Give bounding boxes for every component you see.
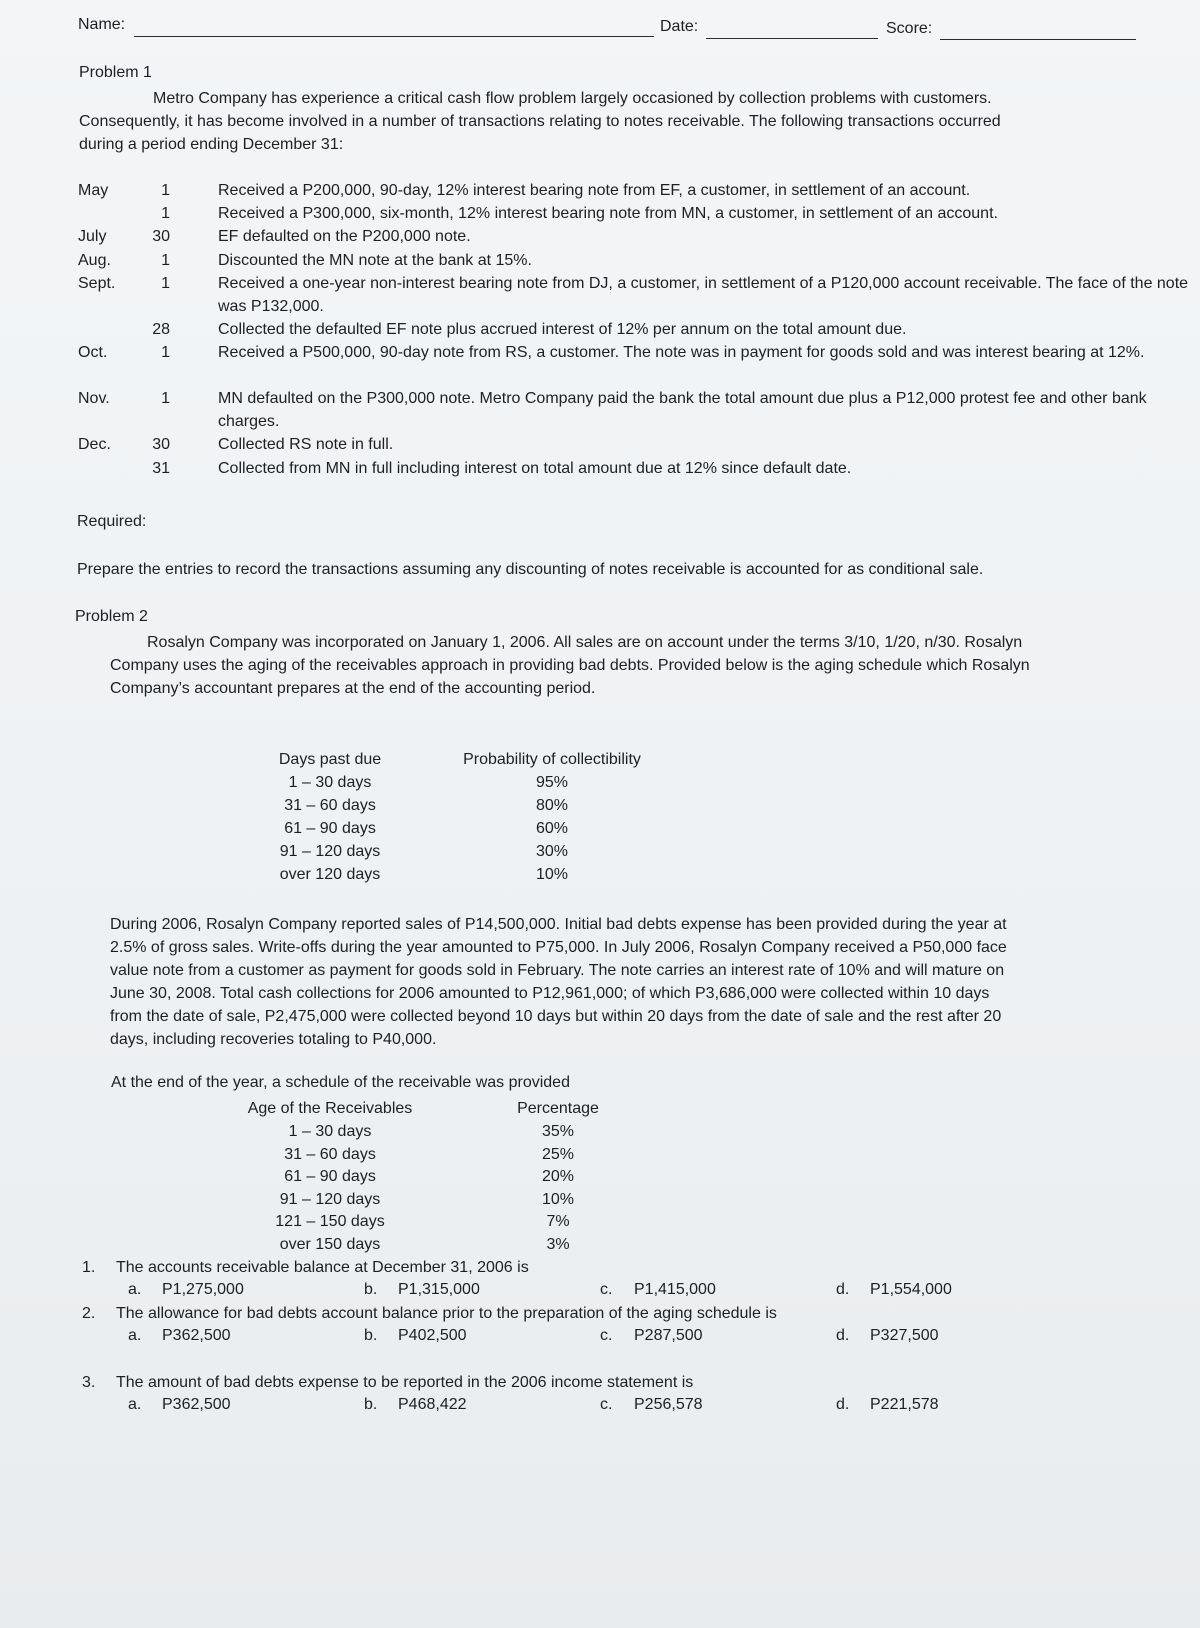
answer-option [600, 1394, 703, 1416]
question-text: The amount of bad debts expense to be reported in the 2006 income statement is [116, 1374, 694, 1391]
transaction-day: 28 [152, 321, 170, 338]
question-stem [82, 1371, 693, 1394]
transaction-day: 1 [161, 390, 170, 407]
problem2-intro-line2: Company uses the aging of the receivables approach in providing bad debts. Provided below is the aging schedule which Rosalyn [110, 657, 1030, 674]
problem2-intro-line3: Company’s accountant prepares at the end of the accounting period. [110, 680, 596, 697]
narrative-line: During 2006, Rosalyn Company reported sales of P14,500,000. Initial bad debts expense has been provided during the year at [110, 916, 1007, 933]
problem2-title: Problem 2 [75, 608, 148, 625]
answer-option-letter: d. [836, 1396, 850, 1413]
schedule-pct-cell: 35% [541, 1123, 575, 1140]
answer-option-value: P402,500 [398, 1327, 467, 1344]
score-field-line [940, 39, 1136, 40]
answer-option [364, 1279, 480, 1301]
aging-prob-cell: 95% [535, 774, 569, 791]
question-text: The allowance for bad debts account balance prior to the preparation of the aging schedule is [116, 1305, 777, 1322]
transaction-month: May [78, 182, 109, 199]
answer-option-letter: a. [128, 1327, 142, 1344]
answer-option [600, 1279, 716, 1301]
question-number: 3. [82, 1374, 96, 1391]
schedule-age-cell: over 150 days [279, 1235, 381, 1253]
problem1-intro-line3: during a period ending December 31: [79, 136, 344, 153]
schedule-pct-cell: 3% [546, 1235, 570, 1253]
problem1-intro [79, 87, 1159, 156]
transaction-month: Sept. [78, 275, 116, 292]
answer-option [128, 1394, 231, 1416]
aging-days-cell: over 120 days [279, 866, 381, 883]
answer-option-letter: d. [836, 1327, 850, 1344]
answer-option-letter: c. [600, 1396, 613, 1413]
answer-option-letter: d. [836, 1281, 850, 1298]
answer-option-value: P362,500 [162, 1396, 231, 1413]
transaction-day: 1 [161, 344, 170, 361]
required-text: Prepare the entries to record the transactions assuming any discounting of notes receivable is accounted for as conditional sale. [77, 561, 984, 578]
aging-col-days-header: Days past due [278, 751, 382, 768]
aging-col-prob-header: Probability of collectibility [463, 751, 641, 768]
transaction-text: Received a one-year non-interest bearing note from DJ, a customer, in settlement of a P120,000 account receivable. The face of the note was P132,000. [218, 275, 1189, 315]
schedule-age-cell: 61 – 90 days [284, 1168, 376, 1185]
answer-option-value: P221,578 [870, 1396, 939, 1413]
question-number: 2. [82, 1305, 96, 1322]
narrative-line: value note from a customer as payment for goods sold in February. The note carries an interest rate of 10% and will mature on [110, 962, 1005, 979]
answer-option-letter: b. [364, 1327, 378, 1344]
answer-option [600, 1325, 703, 1347]
narrative-line: from the date of sale, P2,475,000 were collected beyond 10 days but within 20 days from the date of sale and the rest after 20 [110, 1008, 1002, 1025]
aging-days-cell: 31 – 60 days [284, 797, 376, 814]
answer-option-value: P1,275,000 [162, 1281, 244, 1298]
answer-option-letter: c. [600, 1281, 613, 1298]
problem1-intro-line2: Consequently, it has become involved in a number of transactions relating to notes receivable. The following transactions occurred [79, 113, 1001, 130]
transaction-day: 1 [161, 252, 170, 269]
transaction-text: Received a P300,000, six-month, 12% interest bearing note from MN, a customer, in settlement of an account. [218, 205, 998, 222]
answer-option-value: P1,554,000 [870, 1281, 952, 1298]
schedule-age-cell: 121 – 150 days [275, 1213, 385, 1230]
schedule-intro: At the end of the year, a schedule of the receivable was provided [111, 1074, 570, 1091]
answer-option-value: P1,315,000 [398, 1281, 480, 1298]
answer-option [836, 1325, 939, 1347]
required-label: Required: [77, 513, 147, 530]
answer-option-letter: a. [128, 1281, 142, 1298]
transaction-day: 30 [152, 228, 170, 245]
answer-option [364, 1394, 467, 1416]
transaction-day: 30 [152, 436, 170, 453]
aging-prob-cell: 80% [535, 797, 569, 814]
transaction-month: July [78, 228, 107, 245]
schedule-col-pct-header: Percentage [517, 1100, 599, 1117]
aging-prob-cell: 10% [535, 866, 569, 883]
transaction-month: Nov. [78, 390, 110, 407]
narrative-line: days, including recoveries totaling to P40,000. [110, 1031, 437, 1048]
answer-option-letter: a. [128, 1396, 142, 1413]
question-stem [82, 1302, 777, 1325]
transaction-text: EF defaulted on the P200,000 note. [218, 228, 471, 245]
answer-option [128, 1325, 231, 1347]
transaction-text: Collected RS note in full. [218, 436, 394, 453]
aging-days-cell: 91 – 120 days [279, 843, 381, 860]
problem1-intro-line1: Metro Company has experience a critical cash flow problem largely occasioned by collection problems with customers. [153, 90, 992, 107]
problem2-narrative [110, 913, 1170, 1051]
transaction-month: Dec. [78, 436, 111, 453]
transaction-day: 1 [161, 182, 170, 199]
answer-option-value: P256,578 [634, 1396, 703, 1413]
schedule-pct-cell: 20% [541, 1168, 575, 1185]
transaction-text: Collected from MN in full including interest on total amount due at 12% since default date. [218, 460, 852, 477]
aging-prob-cell: 60% [535, 820, 569, 837]
answer-option [364, 1325, 467, 1347]
aging-days-cell: 1 – 30 days [288, 774, 372, 791]
question-stem [82, 1256, 529, 1279]
narrative-line: 2.5% of gross sales. Write-offs during the year amounted to P75,000. In July 2006, Rosalyn Company received a P50,000 face [110, 939, 1007, 956]
name-field-line [134, 36, 654, 37]
transaction-month: Aug. [78, 252, 111, 269]
transaction-month: Oct. [78, 344, 108, 361]
answer-option-value: P327,500 [870, 1327, 939, 1344]
schedule-age-cell: 91 – 120 days [279, 1190, 381, 1208]
narrative-line: June 30, 2008. Total cash collections for 2006 amounted to P12,961,000; of which P3,686,000 were collected within 10 days [110, 985, 990, 1002]
date-label: Date: [660, 18, 699, 35]
schedule-pct-cell: 10% [541, 1190, 575, 1208]
aging-days-cell: 61 – 90 days [284, 820, 376, 837]
answer-option-letter: c. [600, 1327, 613, 1344]
schedule-pct-cell: 7% [546, 1213, 570, 1230]
transaction-text: MN defaulted on the P300,000 note. Metro Company paid the bank the total amount due plus a P12,000 protest fee and other bank charges. [218, 390, 1147, 430]
answer-option-value: P362,500 [162, 1327, 231, 1344]
transaction-text: Collected the defaulted EF note plus accrued interest of 12% per annum on the total amount due. [218, 321, 907, 338]
question-text: The accounts receivable balance at December 31, 2006 is [116, 1259, 529, 1276]
schedule-pct-cell: 25% [541, 1145, 575, 1163]
transaction-day: 1 [161, 205, 170, 222]
answer-option-letter: b. [364, 1396, 378, 1413]
answer-option [836, 1394, 939, 1416]
schedule-age-cell: 1 – 30 days [288, 1123, 372, 1140]
answer-option [128, 1279, 244, 1301]
problem2-intro [110, 631, 1160, 700]
problem2-intro-line1: Rosalyn Company was incorporated on January 1, 2006. All sales are on account under the terms 3/10, 1/20, n/30. Rosalyn [147, 634, 1023, 651]
transaction-text: Received a P500,000, 90-day note from RS, a customer. The note was in payment for goods sold and was interest bearing at 12%. [218, 344, 1145, 361]
transaction-text: Received a P200,000, 90-day, 12% interest bearing note from EF, a customer, in settlement of an account. [218, 182, 971, 199]
aging-prob-cell: 30% [535, 843, 569, 860]
name-label: Name: [78, 16, 126, 33]
transaction-text: Discounted the MN note at the bank at 15%. [218, 252, 532, 269]
question-number: 1. [82, 1259, 96, 1276]
schedule-age-cell: 31 – 60 days [284, 1145, 376, 1163]
answer-option-letter: b. [364, 1281, 378, 1298]
answer-option [836, 1279, 952, 1301]
transaction-day: 31 [152, 460, 170, 477]
score-label: Score: [886, 20, 933, 37]
problem1-title: Problem 1 [79, 64, 152, 81]
answer-option-value: P1,415,000 [634, 1281, 716, 1298]
transaction-day: 1 [161, 275, 170, 292]
answer-option-value: P468,422 [398, 1396, 467, 1413]
answer-option-value: P287,500 [634, 1327, 703, 1344]
schedule-col-age-header: Age of the Receivables [247, 1100, 413, 1117]
date-field-line [706, 38, 878, 39]
